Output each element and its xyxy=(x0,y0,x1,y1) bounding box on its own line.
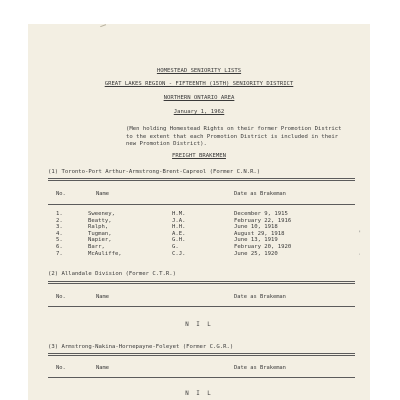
column-name-header: Name xyxy=(96,294,109,300)
table-rule xyxy=(48,355,355,356)
row-name: McAuliffe, xyxy=(88,250,122,257)
table-rule xyxy=(48,283,355,284)
row-initials: C.J. xyxy=(172,250,186,257)
margin-mark: ' xyxy=(358,230,362,237)
row-date: February 20, 1920 xyxy=(234,243,292,250)
row-name: Napier, xyxy=(88,237,112,244)
title-line-2: GREAT LAKES REGION - FIFTEENTH (15TH) SENIORITY DISTRICT xyxy=(104,81,294,87)
row-number: 3. xyxy=(56,224,63,231)
column-no-header: No. xyxy=(56,191,66,197)
row-date: June 13, 1919 xyxy=(234,237,278,244)
nil-entry: N I L xyxy=(185,322,213,328)
table-rule xyxy=(48,306,355,307)
section-2-title: (2) Allandale Division (Former C.T.R.) xyxy=(48,271,176,277)
nil-entry: N I L xyxy=(185,391,213,397)
classification-heading: FREIGHT BRAKEMEN xyxy=(172,153,226,159)
row-name: Sweeney, xyxy=(88,211,115,217)
column-no-header: No. xyxy=(56,294,66,300)
row-date: August 29, 1918 xyxy=(234,230,285,237)
column-name-header: Name xyxy=(96,191,109,197)
margin-mark: · xyxy=(358,252,362,258)
row-initials: G.H. xyxy=(172,237,186,244)
row-name: Ralph, xyxy=(88,224,109,231)
section-1-title: (1) Toronto-Port Arthur-Armstrong-Brent-Capreol (Former C.N.R.) xyxy=(48,169,261,175)
row-date: February 22, 1916 xyxy=(234,217,292,224)
column-no-header: No. xyxy=(56,365,66,371)
row-number: 2. xyxy=(56,217,63,224)
title-line-3: NORTHERN ONTARIO AREA xyxy=(163,95,235,101)
pen-mark xyxy=(100,24,108,32)
row-number: 7. xyxy=(56,250,63,257)
row-date: December 9, 1915 xyxy=(234,211,288,217)
row-date: June 25, 1920 xyxy=(234,250,278,257)
column-date-header: Date as Brakeman xyxy=(234,191,286,197)
row-number: 6. xyxy=(56,243,63,250)
column-name-header: Name xyxy=(96,365,109,371)
row-name: Barr, xyxy=(88,243,105,250)
table-rule xyxy=(48,377,355,378)
list-date: January 1, 1962 xyxy=(173,109,225,115)
title-line-1: HOMESTEAD SENIORITY LISTS xyxy=(156,68,242,74)
explanatory-note: (Men holding Homestead Rights on their former Promotion District to the extent that each Promotion District is included in their new Promotion District). xyxy=(126,126,342,148)
table-rule xyxy=(48,204,355,205)
row-initials: G. xyxy=(172,243,179,250)
row-name: Tugman, xyxy=(88,230,112,237)
table-rule xyxy=(48,178,355,179)
document-page xyxy=(28,24,370,400)
row-initials: J.A. xyxy=(172,217,186,224)
row-name: Beatty, xyxy=(88,217,112,224)
section-3-title: (3) Armstrong-Nakina-Hornepayne-Foleyet (Former C.G.R.) xyxy=(48,344,234,350)
row-initials: A.E. xyxy=(172,230,186,237)
table-rule xyxy=(48,353,355,354)
column-date-header: Date as Brakeman xyxy=(234,365,286,371)
column-date-header: Date as Brakeman xyxy=(234,294,286,300)
table-rule xyxy=(48,281,355,282)
table-rule xyxy=(48,180,355,181)
row-date: June 10, 1918 xyxy=(234,224,278,231)
row-initials: H.M. xyxy=(172,211,186,217)
row-number: 5. xyxy=(56,237,63,244)
row-number: 1. xyxy=(56,211,63,217)
row-number: 4. xyxy=(56,230,63,237)
row-initials: H.H. xyxy=(172,224,186,231)
